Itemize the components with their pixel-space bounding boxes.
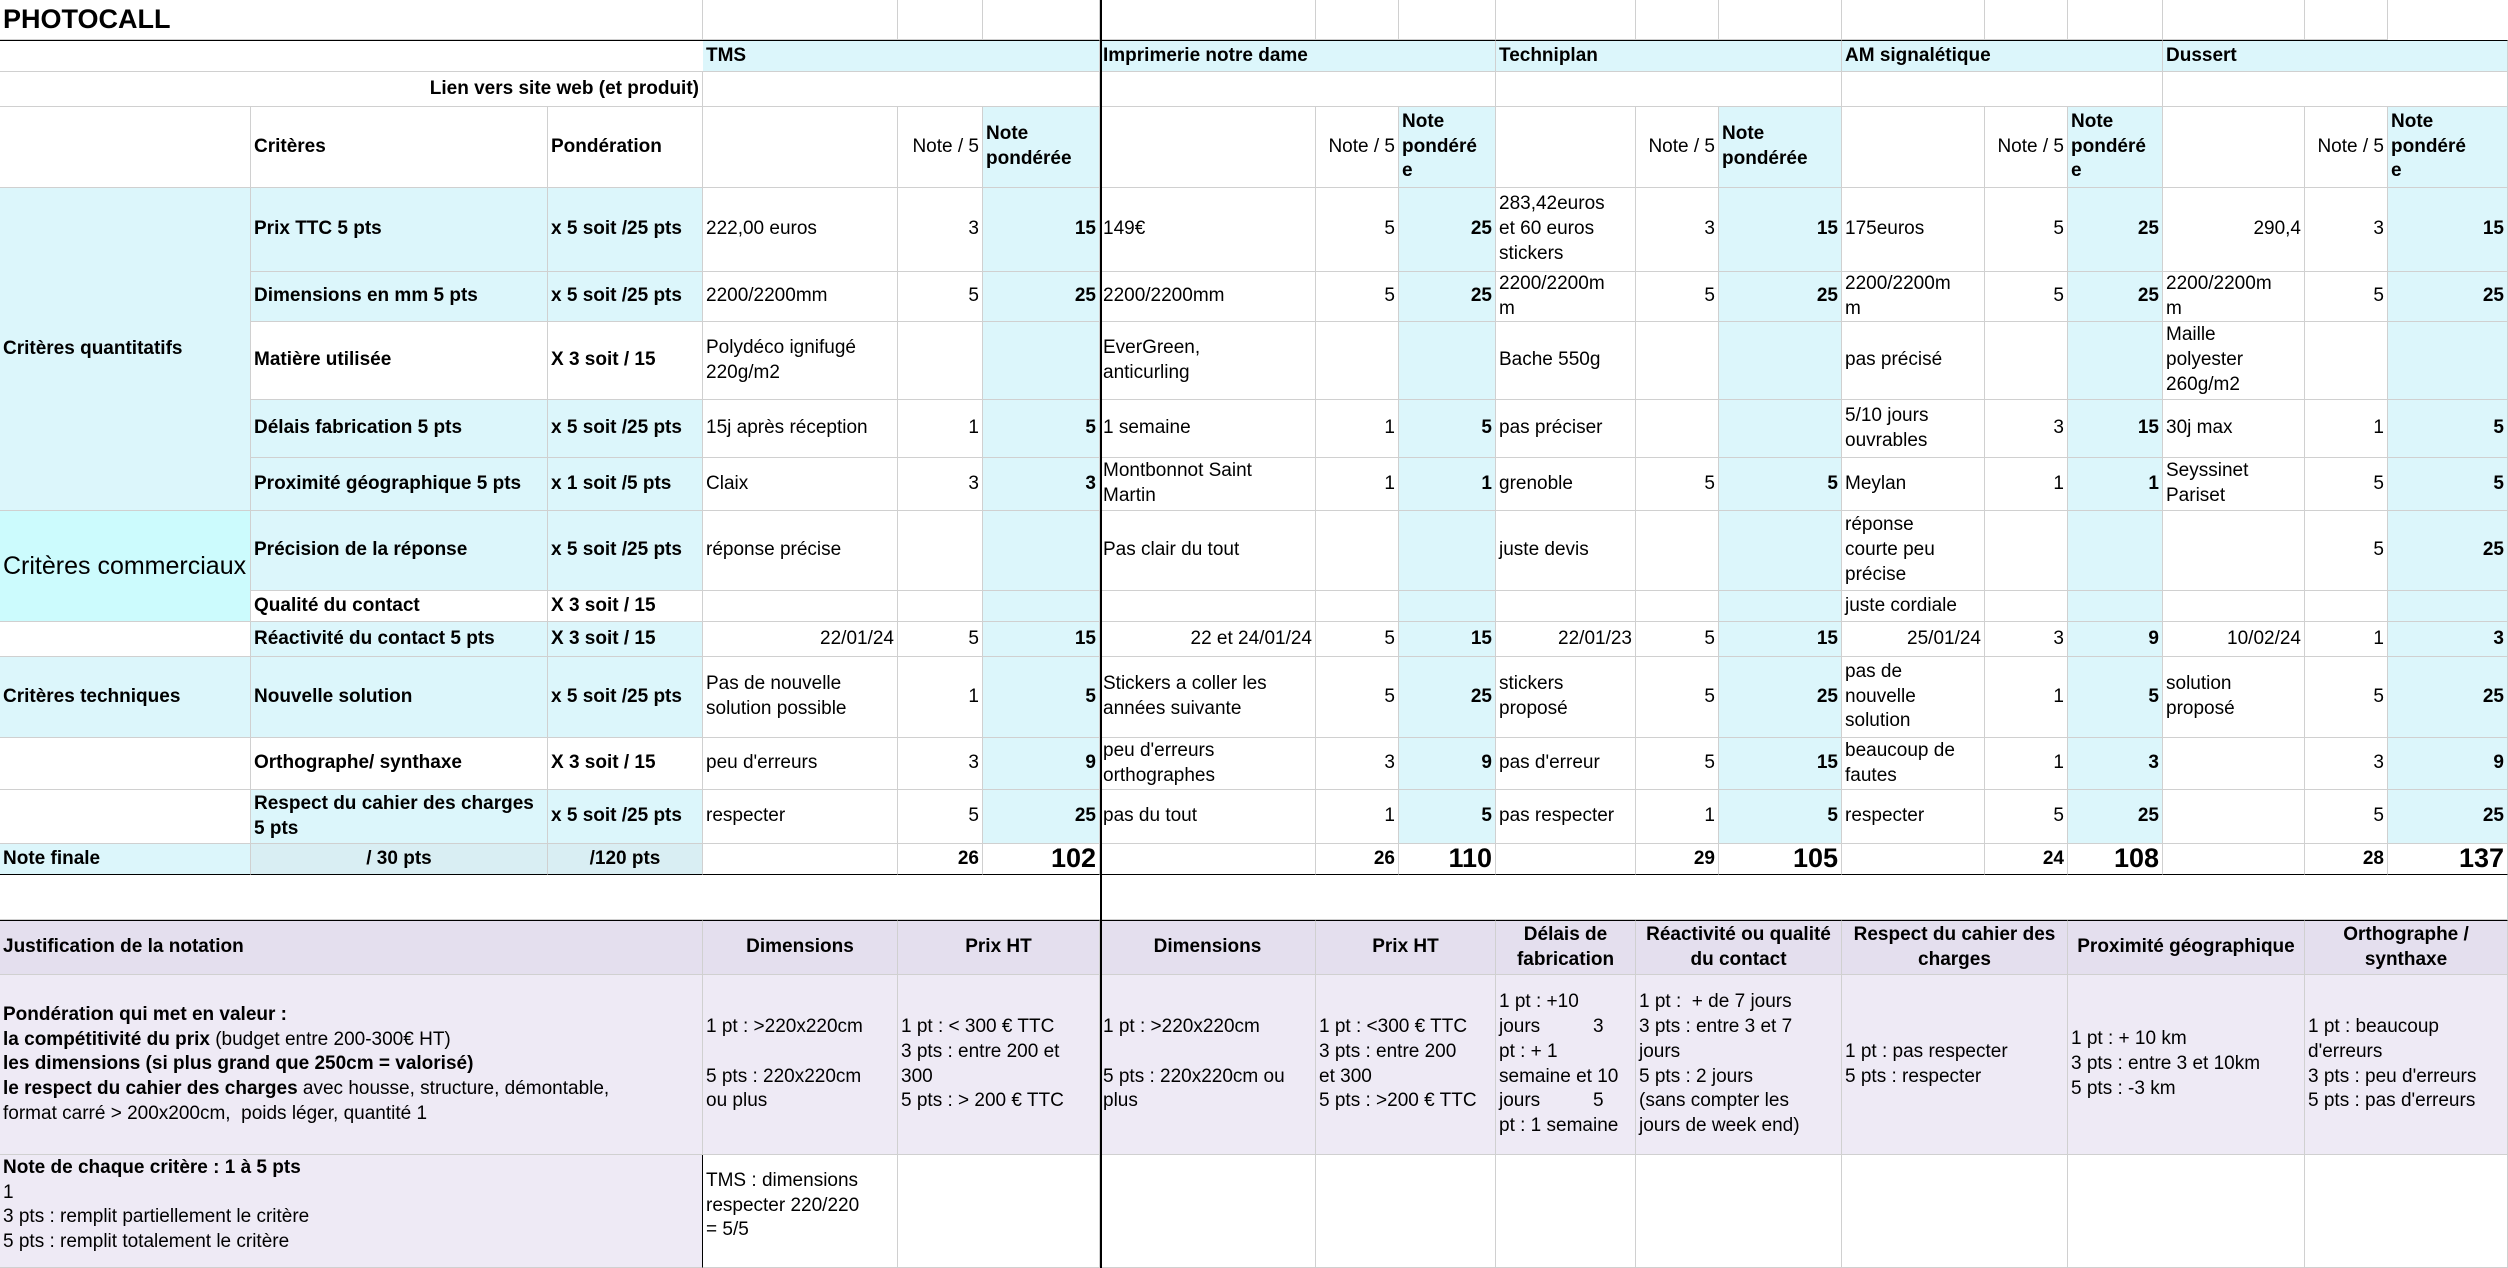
spacer-row[interactable] bbox=[0, 875, 2508, 920]
vendor-value[interactable]: EverGreen, anticurling bbox=[1100, 322, 1316, 400]
empty-cell[interactable] bbox=[2163, 844, 2305, 875]
vendor-value[interactable]: solution proposé bbox=[2163, 657, 2305, 738]
sheet-title[interactable]: PHOTOCALL bbox=[0, 0, 703, 40]
vendor-link-4[interactable] bbox=[2163, 72, 2508, 107]
vendor-note[interactable] bbox=[1636, 400, 1719, 458]
vendor-value[interactable]: respecter bbox=[1842, 790, 1985, 844]
criterion-weight[interactable]: x 5 soit /25 pts bbox=[548, 657, 703, 738]
vendor-note[interactable]: 1 bbox=[2305, 622, 2388, 657]
vendor-weighted-note[interactable]: 25 bbox=[2068, 188, 2163, 272]
vendor-weighted-note[interactable]: 1 bbox=[1399, 458, 1496, 511]
vendor-value[interactable] bbox=[2163, 511, 2305, 591]
vendor-weighted-note[interactable]: 5 bbox=[983, 400, 1100, 458]
criterion-weight[interactable]: X 3 soit / 15 bbox=[548, 591, 703, 622]
column-divider bbox=[1100, 0, 1102, 1268]
criterion-label[interactable]: Proximité géographique 5 pts bbox=[251, 458, 548, 511]
vendor-value[interactable]: réponse courte peu précise bbox=[1842, 511, 1985, 591]
vendor-note[interactable]: 1 bbox=[898, 400, 983, 458]
vendor-note[interactable]: 3 bbox=[2305, 188, 2388, 272]
desc-line: Pondération qui met en valeur : bbox=[3, 1004, 287, 1025]
vendor-link-2[interactable] bbox=[1496, 72, 1842, 107]
vendor-weighted-note[interactable]: 25 bbox=[1719, 657, 1842, 738]
criterion-label[interactable]: Prix TTC 5 pts bbox=[251, 188, 548, 272]
final-score[interactable]: 108 bbox=[2068, 844, 2163, 875]
empty-cell[interactable] bbox=[0, 107, 251, 188]
vendor-value[interactable]: Bache 550g bbox=[1496, 322, 1636, 400]
vendor-weighted-note[interactable]: 15 bbox=[2388, 188, 2508, 272]
vendor-note[interactable]: 5 bbox=[1985, 790, 2068, 844]
group-commerciaux[interactable]: Critères commerciaux bbox=[0, 511, 251, 622]
vendor-link-1[interactable] bbox=[1100, 72, 1496, 107]
note-block[interactable] bbox=[0, 1155, 703, 1268]
vendor-weighted-note[interactable]: 25 bbox=[1399, 657, 1496, 738]
vendor-note[interactable] bbox=[1316, 511, 1399, 591]
vendor-note[interactable]: 3 bbox=[1316, 738, 1399, 790]
vendor-note[interactable]: 3 bbox=[898, 188, 983, 272]
vendor-value[interactable]: 283,42euros et 60 euros stickers bbox=[1496, 188, 1636, 272]
vendor-value[interactable]: 2200/2200mm bbox=[703, 272, 898, 322]
vendor-value[interactable]: réponse précise bbox=[703, 511, 898, 591]
vendor-note[interactable] bbox=[1636, 511, 1719, 591]
justification-rule[interactable]: 1 pt : +10 jours 3 pt : + 1 semaine et 10 jours 5 pt : 1 semaine bbox=[1496, 975, 1636, 1155]
vendor-weighted-note[interactable]: 5 bbox=[1399, 790, 1496, 844]
final-score[interactable]: 102 bbox=[983, 844, 1100, 875]
empty-cell[interactable] bbox=[703, 844, 898, 875]
vendor-detail-header[interactable] bbox=[2163, 107, 2305, 188]
vendor-note[interactable] bbox=[1316, 322, 1399, 400]
vendor-value[interactable]: Seyssinet Pariset bbox=[2163, 458, 2305, 511]
empty-cell[interactable] bbox=[1100, 1155, 1316, 1268]
vendor-note[interactable]: 3 bbox=[2305, 738, 2388, 790]
note5-header[interactable]: Note / 5 bbox=[898, 107, 983, 188]
vendor-weighted-note[interactable]: 3 bbox=[983, 458, 1100, 511]
empty-cell[interactable] bbox=[1100, 0, 1316, 40]
justification-rule[interactable]: 1 pt : <300 € TTC 3 pts : entre 200 et 300 5 pts : >200 € TTC bbox=[1316, 975, 1496, 1155]
vendor-value[interactable]: Maille polyester 260g/m2 bbox=[2163, 322, 2305, 400]
vendor-note[interactable] bbox=[1636, 322, 1719, 400]
empty-cell[interactable] bbox=[0, 622, 251, 657]
criterion-weight[interactable]: X 3 soit / 15 bbox=[548, 622, 703, 657]
vendor-value[interactable]: 30j max bbox=[2163, 400, 2305, 458]
empty-cell[interactable] bbox=[1316, 0, 1399, 40]
vendor-value[interactable]: pas du tout bbox=[1100, 790, 1316, 844]
vendor-value[interactable]: Pas de nouvelle solution possible bbox=[703, 657, 898, 738]
vendor-value[interactable]: Pas clair du tout bbox=[1100, 511, 1316, 591]
vendor-link-3[interactable] bbox=[1842, 72, 2163, 107]
note5-header[interactable]: Note / 5 bbox=[2305, 107, 2388, 188]
vendor-weighted-note[interactable]: 5 bbox=[2068, 657, 2163, 738]
note5-header[interactable]: Note / 5 bbox=[1636, 107, 1719, 188]
criterion-label[interactable]: Matière utilisée bbox=[251, 322, 548, 400]
final-score[interactable]: 110 bbox=[1399, 844, 1496, 875]
vendor-weighted-note[interactable]: 25 bbox=[2388, 511, 2508, 591]
empty-cell[interactable] bbox=[1842, 844, 1985, 875]
criterion-weight[interactable]: X 3 soit / 15 bbox=[548, 322, 703, 400]
vendor-weighted-note[interactable]: 5 bbox=[2388, 400, 2508, 458]
vendor-weighted-note[interactable]: 25 bbox=[2068, 272, 2163, 322]
note5-header[interactable]: Note / 5 bbox=[1985, 107, 2068, 188]
vendor-weighted-note[interactable]: 9 bbox=[1399, 738, 1496, 790]
note5-header[interactable]: Note / 5 bbox=[1316, 107, 1399, 188]
vendor-value[interactable]: Polydéco ignifugé 220g/m2 bbox=[703, 322, 898, 400]
vendor-value[interactable]: pas respecter bbox=[1496, 790, 1636, 844]
empty-cell[interactable] bbox=[1316, 1155, 1496, 1268]
final-crit-total[interactable]: / 30 pts bbox=[251, 844, 548, 875]
vendor-note[interactable]: 5 bbox=[1316, 188, 1399, 272]
criterion-label[interactable]: Dimensions en mm 5 pts bbox=[251, 272, 548, 322]
vendor-value[interactable]: 15j après réception bbox=[703, 400, 898, 458]
final-pond-total[interactable]: /120 pts bbox=[548, 844, 703, 875]
vendor-value[interactable]: peu d'erreurs orthographes bbox=[1100, 738, 1316, 790]
vendor-weighted-note[interactable] bbox=[1719, 400, 1842, 458]
criterion-label[interactable]: Respect du cahier des charges 5 pts bbox=[251, 790, 548, 844]
vendor-note[interactable] bbox=[2305, 322, 2388, 400]
vendor-weighted-note[interactable] bbox=[1399, 591, 1496, 622]
criterion-weight[interactable]: X 3 soit / 15 bbox=[548, 738, 703, 790]
vendor-weighted-note[interactable]: 5 bbox=[1399, 400, 1496, 458]
final-label[interactable]: Note finale bbox=[0, 844, 251, 875]
vendor-value[interactable]: 175euros bbox=[1842, 188, 1985, 272]
vendor-note[interactable]: 5 bbox=[1636, 738, 1719, 790]
vendor-detail-header[interactable] bbox=[703, 107, 898, 188]
vendor-weighted-note[interactable]: 5 bbox=[983, 657, 1100, 738]
vendor-weighted-note[interactable]: 5 bbox=[1719, 458, 1842, 511]
criterion-label[interactable]: Qualité du contact bbox=[251, 591, 548, 622]
justification-header[interactable]: Délais de fabrication bbox=[1496, 920, 1636, 975]
vendor-weighted-note[interactable]: 3 bbox=[2068, 738, 2163, 790]
vendor-note[interactable]: 5 bbox=[1636, 657, 1719, 738]
criterion-weight[interactable]: x 5 soit /25 pts bbox=[548, 272, 703, 322]
justification-rule[interactable]: 1 pt : beaucoup d'erreurs 3 pts : peu d'erreurs 5 pts : pas d'erreurs bbox=[2305, 975, 2508, 1155]
vendor-weighted-note[interactable]: 5 bbox=[1719, 790, 1842, 844]
vendor-weighted-note[interactable] bbox=[983, 591, 1100, 622]
vendor-value[interactable]: pas précisé bbox=[1842, 322, 1985, 400]
lien-label[interactable]: Lien vers site web (et produit) bbox=[0, 72, 703, 107]
note-ponderee-header[interactable]: Note pondérée bbox=[983, 107, 1100, 188]
vendor-weighted-note[interactable]: 15 bbox=[1399, 622, 1496, 657]
note-line: 5 pts : remplit totalement le critère bbox=[3, 1231, 290, 1253]
vendor-note[interactable]: 5 bbox=[1636, 622, 1719, 657]
empty-cell[interactable] bbox=[1100, 844, 1316, 875]
vendor-note[interactable]: 5 bbox=[898, 790, 983, 844]
note-ponderee-header[interactable]: Note pondérée bbox=[1719, 107, 1842, 188]
vendor-note[interactable]: 5 bbox=[1985, 272, 2068, 322]
empty-cell[interactable] bbox=[983, 0, 1100, 40]
vendor-note[interactable]: 5 bbox=[1316, 622, 1399, 657]
vendor-weighted-note[interactable] bbox=[2388, 322, 2508, 400]
justification-rule[interactable]: 1 pt : < 300 € TTC 3 pts : entre 200 et 300 5 pts : > 200 € TTC bbox=[898, 975, 1100, 1155]
desc-line: (budget entre 200-300€ HT) bbox=[215, 1028, 451, 1050]
vendor-value[interactable]: 25/01/24 bbox=[1842, 622, 1985, 657]
vendor-name-1[interactable]: Imprimerie notre dame bbox=[1100, 40, 1496, 72]
vendor-note[interactable] bbox=[1636, 591, 1719, 622]
group-techniques[interactable]: Critères techniques bbox=[0, 657, 251, 738]
ponderation-header[interactable]: Pondération bbox=[548, 107, 703, 188]
note-line: 1 bbox=[3, 1181, 14, 1203]
vendor-value[interactable]: stickers proposé bbox=[1496, 657, 1636, 738]
vendor-weighted-note[interactable]: 9 bbox=[983, 738, 1100, 790]
vendor-weighted-note[interactable]: 9 bbox=[2388, 738, 2508, 790]
desc-line: le respect du cahier des charges bbox=[3, 1078, 298, 1100]
vendor-value[interactable]: 22/01/23 bbox=[1496, 622, 1636, 657]
final-note[interactable]: 26 bbox=[898, 844, 983, 875]
empty-cell[interactable] bbox=[1496, 1155, 1636, 1268]
empty-cell[interactable] bbox=[2068, 1155, 2305, 1268]
empty-cell[interactable] bbox=[2068, 0, 2163, 40]
criterion-weight[interactable]: x 1 soit /5 pts bbox=[548, 458, 703, 511]
final-note[interactable]: 29 bbox=[1636, 844, 1719, 875]
vendor-weighted-note[interactable]: 15 bbox=[983, 622, 1100, 657]
empty-cell[interactable] bbox=[1399, 0, 1496, 40]
empty-cell[interactable] bbox=[703, 0, 898, 40]
vendor-note[interactable] bbox=[898, 322, 983, 400]
final-note[interactable]: 26 bbox=[1316, 844, 1399, 875]
vendor-value[interactable] bbox=[2163, 738, 2305, 790]
vendor-value[interactable]: 2200/2200mm bbox=[1100, 272, 1316, 322]
vendor-note[interactable]: 1 bbox=[1636, 790, 1719, 844]
note-title: Note de chaque critère : 1 à 5 pts bbox=[3, 1157, 301, 1178]
criteres-header[interactable]: Critères bbox=[251, 107, 548, 188]
vendor-note[interactable]: 3 bbox=[1636, 188, 1719, 272]
vendor-value[interactable]: grenoble bbox=[1496, 458, 1636, 511]
vendor-note[interactable]: 1 bbox=[1316, 790, 1399, 844]
criterion-label[interactable]: Délais fabrication 5 pts bbox=[251, 400, 548, 458]
vendor-weighted-note[interactable]: 15 bbox=[983, 188, 1100, 272]
vendor-note[interactable]: 5 bbox=[1985, 188, 2068, 272]
vendor-note[interactable]: 5 bbox=[1316, 657, 1399, 738]
justification-header[interactable]: Dimensions bbox=[703, 920, 898, 975]
vendor-note[interactable]: 5 bbox=[898, 272, 983, 322]
vendor-value[interactable] bbox=[2163, 790, 2305, 844]
empty-cell[interactable] bbox=[0, 790, 251, 844]
vendor-name-0[interactable]: TMS bbox=[703, 40, 1100, 72]
justification-rule[interactable]: 1 pt : pas respecter 5 pts : respecter bbox=[1842, 975, 2068, 1155]
final-score[interactable]: 105 bbox=[1719, 844, 1842, 875]
empty-cell[interactable] bbox=[1636, 0, 1719, 40]
vendor-name-2[interactable]: Techniplan bbox=[1496, 40, 1842, 72]
final-note[interactable]: 24 bbox=[1985, 844, 2068, 875]
vendor-weighted-note[interactable] bbox=[1719, 591, 1842, 622]
justification-title[interactable]: Justification de la notation bbox=[0, 920, 703, 975]
justification-header[interactable]: Réactivité ou qualité du contact bbox=[1636, 920, 1842, 975]
final-score[interactable]: 137 bbox=[2388, 844, 2508, 875]
empty-cell[interactable] bbox=[1636, 1155, 1842, 1268]
vendor-note[interactable] bbox=[1985, 322, 2068, 400]
vendor-value[interactable]: 290,4 bbox=[2163, 188, 2305, 272]
vendor-name-3[interactable]: AM signalétique bbox=[1842, 40, 2163, 72]
criterion-weight[interactable]: x 5 soit /25 pts bbox=[548, 188, 703, 272]
vendor-value[interactable] bbox=[1496, 591, 1636, 622]
vendor-value[interactable]: 10/02/24 bbox=[2163, 622, 2305, 657]
empty-cell[interactable] bbox=[2163, 0, 2305, 40]
vendor-note[interactable]: 3 bbox=[1985, 400, 2068, 458]
vendor-weighted-note[interactable] bbox=[2068, 511, 2163, 591]
criterion-label[interactable]: Nouvelle solution bbox=[251, 657, 548, 738]
vendor-value[interactable]: Montbonnot Saint Martin bbox=[1100, 458, 1316, 511]
desc-line: la compétitivité du prix bbox=[3, 1028, 210, 1050]
final-note[interactable]: 28 bbox=[2305, 844, 2388, 875]
vendor-weighted-note[interactable]: 25 bbox=[983, 272, 1100, 322]
vendor-value[interactable]: pas de nouvelle solution bbox=[1842, 657, 1985, 738]
vendor-note[interactable] bbox=[898, 591, 983, 622]
criterion-weight[interactable]: x 5 soit /25 pts bbox=[548, 790, 703, 844]
note-ponderee-header[interactable]: Note pondéré e bbox=[2068, 107, 2163, 188]
vendor-value[interactable]: 5/10 jours ouvrables bbox=[1842, 400, 1985, 458]
vendor-weighted-note[interactable]: 15 bbox=[1719, 622, 1842, 657]
vendor-value[interactable]: 2200/2200m m bbox=[2163, 272, 2305, 322]
vendor-weighted-note[interactable]: 25 bbox=[2388, 790, 2508, 844]
note-ponderee-header[interactable]: Note pondéré e bbox=[2388, 107, 2508, 188]
vendor-note[interactable]: 5 bbox=[898, 622, 983, 657]
vendor-note[interactable] bbox=[1985, 591, 2068, 622]
empty-cell[interactable] bbox=[0, 738, 251, 790]
vendor-note[interactable]: 5 bbox=[1316, 272, 1399, 322]
vendor-value[interactable]: juste devis bbox=[1496, 511, 1636, 591]
vendor-weighted-note[interactable]: 25 bbox=[1399, 188, 1496, 272]
vendor-weighted-note[interactable]: 5 bbox=[2388, 458, 2508, 511]
vendor-weighted-note[interactable]: 25 bbox=[983, 790, 1100, 844]
vendor-note[interactable]: 1 bbox=[1316, 458, 1399, 511]
vendor-note[interactable]: 3 bbox=[1985, 622, 2068, 657]
vendor-note[interactable] bbox=[2305, 591, 2388, 622]
vendor-note[interactable] bbox=[1316, 591, 1399, 622]
empty-cell[interactable] bbox=[1842, 0, 1985, 40]
empty-cell[interactable] bbox=[1496, 844, 1636, 875]
vendor-value[interactable]: 22 et 24/01/24 bbox=[1100, 622, 1316, 657]
justification-header[interactable]: Prix HT bbox=[1316, 920, 1496, 975]
vendor-note[interactable]: 1 bbox=[1985, 458, 2068, 511]
vendor-weighted-note[interactable] bbox=[1399, 322, 1496, 400]
vendor-value[interactable]: respecter bbox=[703, 790, 898, 844]
vendor-note[interactable]: 5 bbox=[1636, 272, 1719, 322]
vendor-note[interactable]: 1 bbox=[2305, 400, 2388, 458]
justification-header[interactable]: Prix HT bbox=[898, 920, 1100, 975]
vendor-weighted-note[interactable] bbox=[983, 511, 1100, 591]
vendor-value[interactable]: 149€ bbox=[1100, 188, 1316, 272]
justification-rule[interactable]: 1 pt : >220x220cm 5 pts : 220x220cm ou plus bbox=[1100, 975, 1316, 1155]
vendor-weighted-note[interactable]: 25 bbox=[1399, 272, 1496, 322]
vendor-detail-header[interactable] bbox=[1496, 107, 1636, 188]
vendor-note[interactable]: 5 bbox=[2305, 790, 2388, 844]
justification-rule[interactable]: 1 pt : >220x220cm 5 pts : 220x220cm ou plus bbox=[703, 975, 898, 1155]
vendor-value[interactable]: Meylan bbox=[1842, 458, 1985, 511]
vendor-value[interactable]: Claix bbox=[703, 458, 898, 511]
vendor-detail-header[interactable] bbox=[1100, 107, 1316, 188]
vendor-weighted-note[interactable]: 15 bbox=[1719, 738, 1842, 790]
vendor-weighted-note[interactable] bbox=[983, 322, 1100, 400]
vendor-note[interactable]: 1 bbox=[1985, 657, 2068, 738]
vendor-weighted-note[interactable]: 3 bbox=[2388, 622, 2508, 657]
justification-description[interactable] bbox=[0, 975, 703, 1155]
vendor-value[interactable]: 222,00 euros bbox=[703, 188, 898, 272]
vendor-value[interactable]: 1 semaine bbox=[1100, 400, 1316, 458]
vendor-weighted-note[interactable]: 1 bbox=[2068, 458, 2163, 511]
vendor-value[interactable] bbox=[1100, 591, 1316, 622]
vendor-weighted-note[interactable]: 15 bbox=[2068, 400, 2163, 458]
desc-line: avec housse, structure, démontable, bbox=[302, 1078, 610, 1100]
vendor-name-4[interactable]: Dussert bbox=[2163, 40, 2508, 72]
vendor-note[interactable] bbox=[1985, 511, 2068, 591]
criterion-label[interactable]: Précision de la réponse bbox=[251, 511, 548, 591]
criterion-weight[interactable]: x 5 soit /25 pts bbox=[548, 511, 703, 591]
vendor-value[interactable]: juste cordiale bbox=[1842, 591, 1985, 622]
vendor-note[interactable] bbox=[898, 511, 983, 591]
justification-header[interactable]: Dimensions bbox=[1100, 920, 1316, 975]
desc-line: les dimensions (si plus grand que 250cm = valorisé) bbox=[3, 1053, 474, 1075]
vendor-value[interactable]: 22/01/24 bbox=[703, 622, 898, 657]
vendor-note[interactable]: 5 bbox=[2305, 511, 2388, 591]
vendor-weighted-note[interactable] bbox=[2068, 322, 2163, 400]
criterion-label[interactable]: Orthographe/ synthaxe bbox=[251, 738, 548, 790]
vendor-note[interactable]: 1 bbox=[898, 657, 983, 738]
criterion-weight[interactable]: x 5 soit /25 pts bbox=[548, 400, 703, 458]
empty-cell[interactable] bbox=[898, 1155, 1100, 1268]
vendor-value[interactable] bbox=[703, 591, 898, 622]
vendor-weighted-note[interactable] bbox=[1719, 322, 1842, 400]
vendor-note[interactable]: 5 bbox=[2305, 657, 2388, 738]
empty-cell[interactable] bbox=[2305, 0, 2388, 40]
vendor-weighted-note[interactable] bbox=[2388, 591, 2508, 622]
desc-line: format carré > 200x200cm, poids léger, quantité 1 bbox=[3, 1102, 428, 1124]
vendor-value[interactable]: Stickers a coller les années suivante bbox=[1100, 657, 1316, 738]
vendor-value[interactable]: 2200/2200m m bbox=[1496, 272, 1636, 322]
vendor-value[interactable]: pas préciser bbox=[1496, 400, 1636, 458]
vendor-value[interactable]: peu d'erreurs bbox=[703, 738, 898, 790]
empty-cell[interactable] bbox=[1496, 0, 1636, 40]
vendor-note[interactable]: 3 bbox=[898, 738, 983, 790]
note-line: 3 pts : remplit partiellement le critère bbox=[3, 1206, 310, 1228]
vendor-note[interactable]: 5 bbox=[2305, 272, 2388, 322]
vendor-value[interactable]: beaucoup de fautes bbox=[1842, 738, 1985, 790]
note-ponderee-header[interactable]: Note pondéré e bbox=[1399, 107, 1496, 188]
vendor-value[interactable]: 2200/2200m m bbox=[1842, 272, 1985, 322]
vendor-weighted-note[interactable]: 15 bbox=[1719, 188, 1842, 272]
vendor-note[interactable]: 5 bbox=[2305, 458, 2388, 511]
justification-header[interactable]: Orthographe / synthaxe bbox=[2305, 920, 2508, 975]
justification-header[interactable]: Proximité géographique bbox=[2068, 920, 2305, 975]
tms-note[interactable]: TMS : dimensions respecter 220/220 = 5/5 bbox=[703, 1155, 898, 1268]
vendor-note[interactable]: 5 bbox=[1636, 458, 1719, 511]
empty-cell[interactable] bbox=[898, 0, 983, 40]
empty-cell[interactable] bbox=[1842, 1155, 2068, 1268]
vendor-note[interactable]: 1 bbox=[1985, 738, 2068, 790]
vendor-note[interactable]: 3 bbox=[898, 458, 983, 511]
justification-rule[interactable]: 1 pt : + de 7 jours 3 pts : entre 3 et 7 jours 5 pts : 2 jours (sans compter les jours de week end) bbox=[1636, 975, 1842, 1155]
vendor-weighted-note[interactable] bbox=[1719, 511, 1842, 591]
vendor-value[interactable]: pas d'erreur bbox=[1496, 738, 1636, 790]
vendor-detail-header[interactable] bbox=[1842, 107, 1985, 188]
empty-cell[interactable] bbox=[1985, 0, 2068, 40]
vendor-link-0[interactable] bbox=[703, 72, 1100, 107]
vendor-weighted-note[interactable]: 25 bbox=[1719, 272, 1842, 322]
empty-cell[interactable] bbox=[2305, 1155, 2508, 1268]
vendor-weighted-note[interactable]: 25 bbox=[2388, 272, 2508, 322]
justification-header[interactable]: Respect du cahier des charges bbox=[1842, 920, 2068, 975]
empty-cell[interactable] bbox=[1719, 0, 1842, 40]
vendor-weighted-note[interactable]: 9 bbox=[2068, 622, 2163, 657]
group-quantitatifs[interactable]: Critères quantitatifs bbox=[0, 188, 251, 511]
vendor-weighted-note[interactable] bbox=[1399, 511, 1496, 591]
vendor-weighted-note[interactable] bbox=[2068, 591, 2163, 622]
vendor-weighted-note[interactable]: 25 bbox=[2068, 790, 2163, 844]
vendor-value[interactable] bbox=[2163, 591, 2305, 622]
criterion-label[interactable]: Réactivité du contact 5 pts bbox=[251, 622, 548, 657]
justification-rule[interactable]: 1 pt : + 10 km 3 pts : entre 3 et 10km 5 pts : -3 km bbox=[2068, 975, 2305, 1155]
vendor-weighted-note[interactable]: 25 bbox=[2388, 657, 2508, 738]
vendor-note[interactable]: 1 bbox=[1316, 400, 1399, 458]
